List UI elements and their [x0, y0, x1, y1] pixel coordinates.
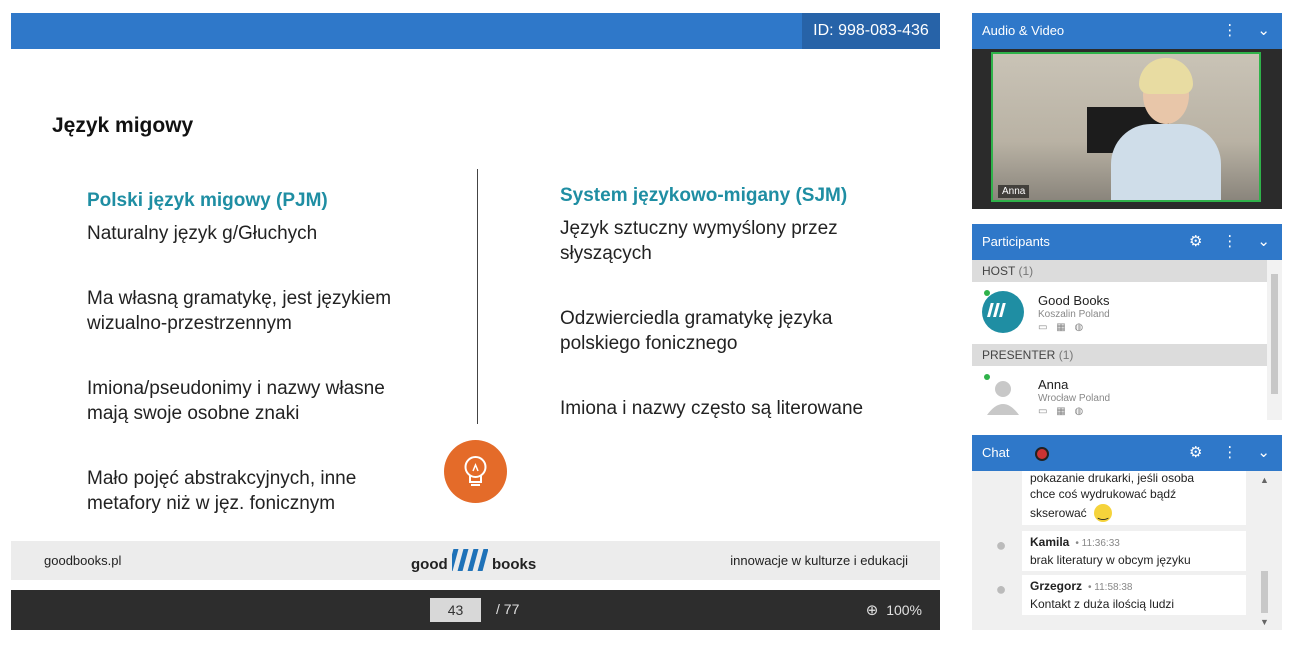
user-avatar-icon [982, 375, 1024, 417]
host-label: HOST [982, 264, 1016, 278]
gear-icon[interactable]: ⚙ [1188, 444, 1203, 461]
scrollbar-thumb[interactable] [1271, 274, 1278, 394]
video-name-label: Anna [998, 185, 1029, 198]
message-time: • 11:58:38 [1088, 582, 1133, 593]
left-item: Naturalny język g/Głuchych [87, 223, 318, 244]
logo-text-good: good [411, 556, 448, 573]
more-options-icon[interactable]: ⋮ [1222, 444, 1238, 461]
presenter-section-header [972, 344, 1267, 366]
device-icons: ▭ ▦ ◍ [1038, 406, 1087, 417]
message-text: skserować [1030, 506, 1087, 520]
chat-panel [972, 435, 1282, 630]
audio-video-panel [972, 13, 1282, 209]
participant-name: Anna [1038, 377, 1069, 392]
goodbooks-logo [411, 547, 536, 573]
left-item: Ma własną gramatykę, jest językiem wizualno-przestrzennym [87, 288, 392, 334]
right-item: Język sztuczny wymyślony przez słyszących [560, 218, 838, 264]
presentation-slide [11, 49, 940, 581]
chat-title: Chat [982, 445, 1010, 460]
video-frame [972, 49, 1282, 209]
avatar [982, 291, 1024, 333]
slide-footer [11, 541, 940, 580]
chat-header [972, 435, 1282, 471]
scrollbar-thumb[interactable] [1261, 571, 1268, 613]
column-divider [477, 169, 478, 424]
right-item: Odzwierciedla gramatykę języka polskiego fonicznego [560, 308, 833, 354]
speaker-body [1111, 124, 1221, 202]
participants-header [972, 224, 1282, 260]
page-total: / 77 [496, 601, 520, 617]
chat-message [1022, 531, 1246, 571]
logo-text-books: books [492, 556, 537, 573]
participant-name: Good Books [1038, 293, 1110, 308]
scroll-up-icon[interactable]: ▲ [1260, 475, 1269, 485]
chevron-down-icon[interactable]: ⌄ [1257, 444, 1270, 461]
message-text: chce coś wydrukować bądź [1030, 487, 1177, 501]
zoom-control[interactable] [866, 601, 922, 619]
scroll-down-icon[interactable]: ▼ [1260, 617, 1269, 627]
message-text: Kontakt z duża ilością ludzi [1030, 597, 1175, 611]
chat-scrollbar[interactable] [1258, 471, 1272, 630]
zoom-level: 100% [886, 602, 922, 618]
host-count: (1) [1018, 264, 1034, 278]
more-options-icon[interactable]: ⋮ [1222, 22, 1238, 39]
message-time-value: 11:36:33 [1081, 538, 1120, 549]
audio-video-header [972, 13, 1282, 49]
message-time: • 11:36:33 [1075, 538, 1120, 549]
participants-scrollbar[interactable] [1267, 260, 1282, 420]
more-options-icon[interactable]: ⋮ [1222, 233, 1238, 250]
participant-location: Koszalin Poland [1038, 309, 1110, 320]
user-avatar-icon: ● [995, 535, 1007, 555]
chat-message [1022, 471, 1246, 525]
message-author: Kamila [1030, 535, 1070, 549]
user-avatar-icon: ● [995, 579, 1007, 599]
logo-books-icon [452, 547, 488, 571]
right-column-heading: System językowo-migany (SJM) [560, 185, 848, 206]
message-text: brak literatury w obcym języku [1030, 553, 1191, 567]
device-icons: ▭ ▦ ◍ [1038, 322, 1087, 333]
message-author: Grzegorz [1030, 579, 1083, 593]
speaker-hair [1139, 58, 1193, 94]
presenter-label: PRESENTER [982, 348, 1056, 362]
gear-icon[interactable]: ⚙ [1188, 233, 1203, 250]
participants-title: Participants [982, 234, 1050, 249]
host-section-header [972, 260, 1267, 282]
slide-title: Język migowy [52, 114, 194, 137]
chat-messages[interactable] [972, 471, 1282, 630]
audio-video-title: Audio & Video [982, 23, 1065, 38]
left-item: Imiona/pseudonimy i nazwy własne mają swoje osobne znaki [87, 378, 385, 424]
lightbulb-icon [444, 440, 507, 503]
video-feed[interactable] [991, 52, 1261, 202]
chat-message [1022, 575, 1246, 615]
participants-panel [972, 224, 1282, 420]
right-item: Imiona i nazwy często są literowane [560, 398, 864, 419]
participant-location: Wrocław Poland [1038, 393, 1111, 404]
participant-presenter[interactable] [972, 366, 1267, 428]
footer-tagline: innowacje w kulturze i edukacji [730, 553, 908, 568]
zoom-icon[interactable]: ⊕ [865, 602, 879, 619]
page-number-input[interactable]: 43 [430, 598, 481, 622]
message-time-value: 11:58:38 [1094, 582, 1133, 593]
left-item: Mało pojęć abstrakcyjnych, inne metafory niż w jęz. fonicznym [87, 468, 357, 514]
message-text: pokazanie drukarki, jeśli osoba [1030, 471, 1195, 485]
chevron-down-icon[interactable]: ⌄ [1257, 22, 1270, 39]
left-column-heading: Polski język migowy (PJM) [87, 190, 328, 211]
smiley-emoji-icon: ‿ [1094, 504, 1112, 522]
presentation-top-bar [11, 13, 940, 49]
meeting-id: ID: 998-083-436 [802, 13, 940, 49]
chat-avatar-icon [1035, 447, 1049, 461]
chevron-down-icon[interactable]: ⌄ [1257, 233, 1270, 250]
participant-host[interactable] [972, 282, 1267, 344]
presenter-count: (1) [1058, 348, 1074, 362]
presentation-nav-bar [11, 590, 940, 630]
footer-website: goodbooks.pl [44, 553, 122, 568]
